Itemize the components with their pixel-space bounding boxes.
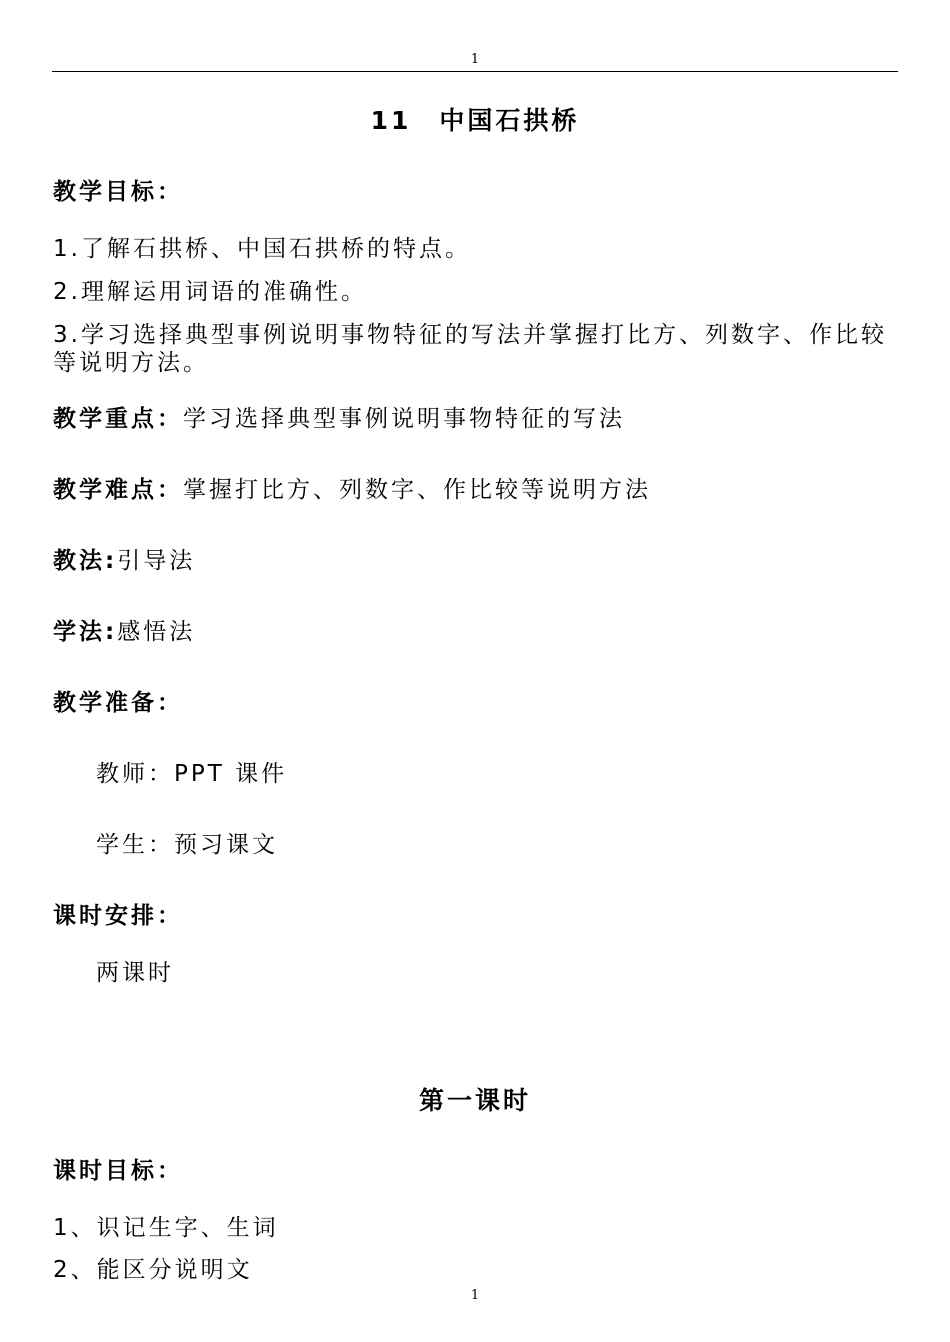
header-page-number: 1	[470, 52, 480, 67]
schedule-heading: 课时安排：	[53, 903, 183, 929]
document-title: 11 中国石拱桥	[370, 106, 580, 135]
difficulty-line	[53, 475, 651, 505]
difficulty-label: 教学难点：	[53, 477, 183, 503]
key-point-label: 教学重点：	[53, 406, 183, 432]
learning-method-line	[53, 617, 195, 647]
teaching-method-line	[53, 546, 195, 576]
header-divider	[52, 71, 898, 72]
lesson-goal-item: 2、能区分说明文	[53, 1257, 253, 1283]
teaching-method-label: 教法:	[53, 548, 118, 574]
preparation-heading: 教学准备：	[53, 690, 183, 716]
key-point-line	[53, 404, 625, 434]
lesson-goals-heading: 课时目标：	[53, 1158, 183, 1184]
key-point-text: 学习选择典型事例说明事物特征的写法	[183, 406, 625, 432]
footer-page-number: 1	[470, 1288, 480, 1303]
preparation-student: 学生：预习课文	[96, 832, 278, 858]
objective-item: 3.学习选择典型事例说明事物特征的写法并掌握打比方、列数字、作比较等说明方法。	[53, 322, 887, 376]
difficulty-text: 掌握打比方、列数字、作比较等说明方法	[183, 477, 651, 503]
learning-method-text: 感悟法	[117, 619, 196, 645]
teaching-method-text: 引导法	[117, 548, 196, 574]
schedule-text: 两课时	[96, 960, 174, 986]
objectives-heading: 教学目标：	[53, 179, 183, 205]
objective-item: 2.理解运用词语的准确性。	[53, 279, 367, 305]
objective-item: 1.了解石拱桥、中国石拱桥的特点。	[53, 236, 471, 262]
lesson-one-title: 第一课时	[418, 1086, 531, 1115]
lesson-goal-item: 1、识记生字、生词	[53, 1215, 279, 1241]
preparation-teacher: 教师：PPT 课件	[96, 761, 288, 787]
learning-method-label: 学法:	[53, 619, 118, 645]
